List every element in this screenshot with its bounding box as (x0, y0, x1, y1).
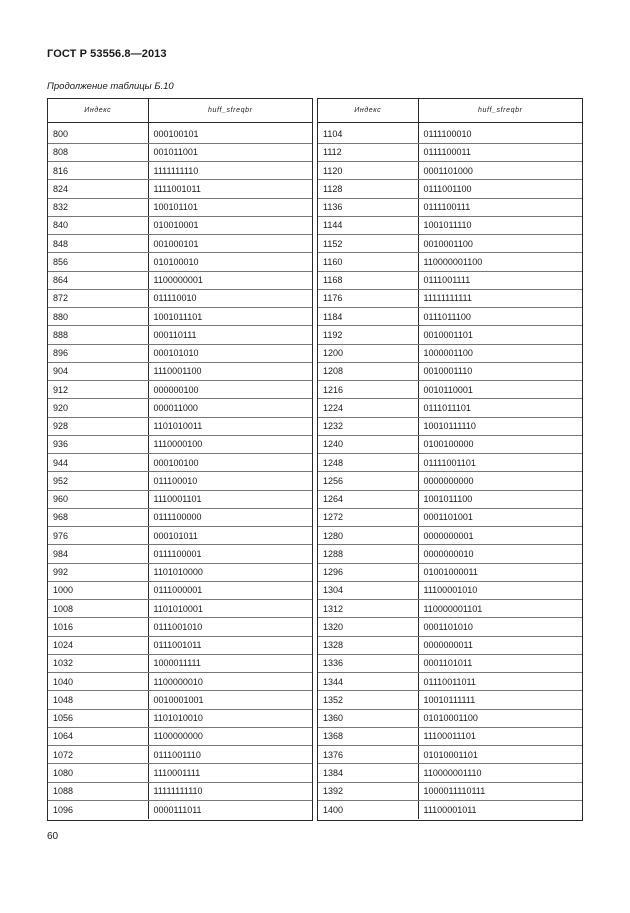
table-row (48, 271, 312, 289)
code-cell: 0111000001 (148, 581, 312, 599)
code-cell: 0111100111 (418, 198, 582, 216)
table-row (318, 545, 582, 563)
index-cell: 952 (48, 472, 148, 490)
code-cell: 110000001110 (418, 764, 582, 782)
code-cell: 001011001 (148, 143, 312, 161)
index-cell: 1080 (48, 764, 148, 782)
code-cell: 1101010011 (148, 417, 312, 435)
left-table-body (48, 125, 312, 819)
table-row (48, 508, 312, 526)
index-cell: 888 (48, 326, 148, 344)
document-header: ГОСТ Р 53556.8—2013 (47, 48, 167, 60)
header-code: huff_sfreqbr (148, 99, 312, 122)
code-cell: 11100001011 (423, 804, 477, 815)
table-row (48, 235, 312, 253)
index-cell: 944 (48, 454, 148, 472)
code-cell: 01010001100 (418, 709, 582, 727)
code-cell: 1000001100 (418, 344, 582, 362)
code-cell: 000100100 (148, 454, 312, 472)
index-cell: 1384 (318, 764, 418, 782)
code-cell: 110000001101 (418, 600, 582, 618)
right-table-body (318, 125, 582, 819)
index-cell: 1128 (318, 180, 418, 198)
code-cell: 10010111110 (418, 417, 582, 435)
index-cell: 1320 (318, 618, 418, 636)
index-cell: 1168 (318, 271, 418, 289)
code-cell: 1001011100 (418, 490, 582, 508)
index-cell: 1216 (318, 381, 418, 399)
index-cell: 1400 (318, 800, 418, 818)
table-row (48, 691, 312, 709)
code-cell: 1110001100 (148, 362, 312, 380)
table-row (318, 399, 582, 417)
code-cell: 01111001101 (418, 454, 582, 472)
table-row (318, 381, 582, 399)
table-right-column-block (317, 98, 583, 821)
index-cell: 1248 (318, 454, 418, 472)
table-row (318, 180, 582, 198)
code-cell: 0111001110 (148, 746, 312, 764)
index-cell: 976 (48, 527, 148, 545)
table-row (318, 198, 582, 216)
index-cell: 1336 (318, 654, 418, 672)
table-row (48, 381, 312, 399)
code-cell: 11111111111 (418, 289, 582, 307)
index-cell: 1256 (318, 472, 418, 490)
table-row (48, 454, 312, 472)
table-row (48, 289, 312, 307)
index-cell: 808 (48, 143, 148, 161)
table-row (318, 764, 582, 782)
table-row (48, 527, 312, 545)
index-cell: 1120 (318, 162, 418, 180)
table-row (318, 308, 582, 326)
code-cell: 0010001110 (418, 362, 582, 380)
table-row (48, 673, 312, 691)
table-row (318, 490, 582, 508)
header-index: Индекс (48, 99, 148, 122)
index-cell: 1016 (48, 618, 148, 636)
code-cell: 0010001001 (148, 691, 312, 709)
header-code: huff_sfreqbr (418, 99, 582, 122)
code-cell: 0000000000 (418, 472, 582, 490)
table-row (48, 216, 312, 234)
code-cell: 1001011101 (148, 308, 312, 326)
table-row (318, 709, 582, 727)
index-cell: 1224 (318, 399, 418, 417)
code-cell: 0111011100 (418, 308, 582, 326)
index-cell: 984 (48, 545, 148, 563)
table-row (48, 709, 312, 727)
index-cell: 1192 (318, 326, 418, 344)
code-cell: 0010001101 (418, 326, 582, 344)
table-row (48, 435, 312, 453)
table-row (48, 143, 312, 161)
index-cell: 824 (48, 180, 148, 198)
code-cell: 1001011110 (418, 216, 582, 234)
table-row (48, 326, 312, 344)
table-row (48, 746, 312, 764)
table-row (318, 125, 582, 143)
table-row (48, 472, 312, 490)
table-row (318, 162, 582, 180)
index-cell: 1312 (318, 600, 418, 618)
code-cell: 011100010 (148, 472, 312, 490)
code-cell: 1111111110 (148, 162, 312, 180)
table-row (318, 472, 582, 490)
code-cell: 010010001 (148, 216, 312, 234)
code-cell: 1000011111 (148, 654, 312, 672)
table-row (318, 673, 582, 691)
code-cell: 0111100001 (148, 545, 312, 563)
index-cell: 1000 (48, 581, 148, 599)
index-cell: 1024 (48, 636, 148, 654)
code-cell: 000101010 (148, 344, 312, 362)
index-cell: 816 (48, 162, 148, 180)
table-row (48, 581, 312, 599)
code-cell: 000100101 (148, 125, 312, 143)
code-cell: 1101010010 (148, 709, 312, 727)
table-row (318, 417, 582, 435)
index-cell: 904 (48, 362, 148, 380)
table-row (48, 344, 312, 362)
table-row (48, 618, 312, 636)
index-cell: 856 (48, 253, 148, 271)
table-row (318, 800, 582, 818)
code-table (47, 98, 583, 821)
index-cell: 840 (48, 216, 148, 234)
code-cell: 0001101000 (418, 162, 582, 180)
index-cell: 880 (48, 308, 148, 326)
table-row (318, 618, 582, 636)
index-cell: 1040 (48, 673, 148, 691)
index-cell: 1008 (48, 600, 148, 618)
code-cell: 1101010001 (148, 600, 312, 618)
code-cell: 000011000 (148, 399, 312, 417)
code-cell: 0111100011 (418, 143, 582, 161)
code-cell: 010100010 (148, 253, 312, 271)
table-row (318, 454, 582, 472)
index-cell: 936 (48, 435, 148, 453)
index-cell: 1096 (48, 800, 148, 818)
code-cell: 01110011011 (418, 673, 582, 691)
index-cell: 1272 (318, 508, 418, 526)
code-cell: 11100011101 (418, 727, 582, 745)
code-cell: 0000111011 (153, 804, 202, 815)
table-row (48, 490, 312, 508)
table-row (318, 691, 582, 709)
code-cell: 0100100000 (418, 435, 582, 453)
table-row (318, 435, 582, 453)
table-row (318, 746, 582, 764)
table-row (48, 362, 312, 380)
table-row (318, 216, 582, 234)
index-cell: 1368 (318, 727, 418, 745)
table-row (318, 326, 582, 344)
code-cell: 0001101001 (418, 508, 582, 526)
table-row (48, 417, 312, 435)
table-row (318, 727, 582, 745)
table-row (318, 271, 582, 289)
index-cell: 992 (48, 563, 148, 581)
code-cell: 0111100000 (148, 508, 312, 526)
index-cell: 832 (48, 198, 148, 216)
code-cell: 0000000011 (418, 636, 582, 654)
table-row (48, 180, 312, 198)
table-row (48, 162, 312, 180)
index-cell: 1280 (318, 527, 418, 545)
code-cell: 0000000010 (418, 545, 582, 563)
table-row (318, 344, 582, 362)
index-cell: 1104 (318, 125, 418, 143)
index-cell: 800 (48, 125, 148, 143)
code-cell: 1111001011 (148, 180, 312, 198)
table-row (318, 527, 582, 545)
index-cell: 1144 (318, 216, 418, 234)
code-cell: 1110000100 (148, 435, 312, 453)
table-row (48, 727, 312, 745)
table-row (48, 636, 312, 654)
code-cell: 100101101 (148, 198, 312, 216)
table-caption: Продолжение таблицы Б.10 (47, 81, 174, 92)
code-cell: 011110010 (148, 289, 312, 307)
code-cell: 000000100 (148, 381, 312, 399)
index-cell: 912 (48, 381, 148, 399)
code-cell: 1110001111 (148, 764, 312, 782)
table-row (48, 600, 312, 618)
table-row (48, 198, 312, 216)
index-cell: 1232 (318, 417, 418, 435)
code-cell: 10010111111 (418, 691, 582, 709)
table-row (318, 362, 582, 380)
table-row (318, 235, 582, 253)
table-row (48, 253, 312, 271)
code-cell: 0111011101 (418, 399, 582, 417)
code-cell: 0111100010 (418, 125, 582, 143)
code-cell: 0111001010 (148, 618, 312, 636)
code-cell: 0010001100 (418, 235, 582, 253)
index-cell: 1376 (318, 746, 418, 764)
page-number: 60 (47, 831, 59, 842)
code-cell: 0111001100 (418, 180, 582, 198)
code-cell: 11111111110 (148, 782, 312, 800)
index-cell: 1288 (318, 545, 418, 563)
index-cell: 1352 (318, 691, 418, 709)
table-row (318, 563, 582, 581)
index-cell: 1048 (48, 691, 148, 709)
table-row (318, 636, 582, 654)
index-cell: 928 (48, 417, 148, 435)
table-row (318, 253, 582, 271)
table-row (318, 289, 582, 307)
code-cell: 0001101010 (418, 618, 582, 636)
table-row (48, 654, 312, 672)
index-cell: 872 (48, 289, 148, 307)
table-left-column-block (47, 98, 313, 821)
table-row (48, 308, 312, 326)
code-cell: 1000011110111 (418, 782, 582, 800)
index-cell: 1152 (318, 235, 418, 253)
table-row (48, 545, 312, 563)
code-cell: 0111001111 (418, 271, 582, 289)
index-cell: 1240 (318, 435, 418, 453)
code-cell: 001000101 (148, 235, 312, 253)
code-cell: 000110111 (148, 326, 312, 344)
index-cell: 1160 (318, 253, 418, 271)
table-row (48, 782, 312, 800)
code-cell: 000101011 (148, 527, 312, 545)
index-cell: 896 (48, 344, 148, 362)
index-cell: 968 (48, 508, 148, 526)
index-cell: 960 (48, 490, 148, 508)
code-cell: 1100000010 (148, 673, 312, 691)
index-cell: 848 (48, 235, 148, 253)
index-cell: 1200 (318, 344, 418, 362)
index-cell: 1296 (318, 563, 418, 581)
index-cell: 1112 (318, 143, 418, 161)
table-row (48, 563, 312, 581)
code-cell: 0000000001 (418, 527, 582, 545)
table-row (318, 782, 582, 800)
index-cell: 864 (48, 271, 148, 289)
index-cell: 1328 (318, 636, 418, 654)
index-cell: 1088 (48, 782, 148, 800)
index-cell: 1056 (48, 709, 148, 727)
code-cell: 0010110001 (418, 381, 582, 399)
index-cell: 1208 (318, 362, 418, 380)
code-cell: 1100000000 (148, 727, 312, 745)
index-cell: 1264 (318, 490, 418, 508)
table-row (318, 600, 582, 618)
index-cell: 1064 (48, 727, 148, 745)
table-row (318, 508, 582, 526)
index-cell: 1344 (318, 673, 418, 691)
header-index: Индекс (318, 99, 418, 122)
index-cell: 920 (48, 399, 148, 417)
code-cell: 0001101011 (418, 654, 582, 672)
table-row (48, 764, 312, 782)
code-cell: 01010001101 (418, 746, 582, 764)
code-cell: 01001000011 (418, 563, 582, 581)
code-cell: 1101010000 (148, 563, 312, 581)
table-row (48, 399, 312, 417)
code-cell: 1110001101 (148, 490, 312, 508)
index-cell: 1360 (318, 709, 418, 727)
code-cell: 110000001100 (418, 253, 582, 271)
code-cell: 0111001011 (148, 636, 312, 654)
code-cell: 11100001010 (418, 581, 582, 599)
table-row (48, 800, 312, 818)
index-cell: 1392 (318, 782, 418, 800)
index-cell: 1032 (48, 654, 148, 672)
index-cell: 1136 (318, 198, 418, 216)
table-row (318, 143, 582, 161)
table-row (318, 581, 582, 599)
index-cell: 1072 (48, 746, 148, 764)
index-cell: 1304 (318, 581, 418, 599)
table-row (48, 125, 312, 143)
index-cell: 1176 (318, 289, 418, 307)
table-row (318, 654, 582, 672)
index-cell: 1184 (318, 308, 418, 326)
code-cell: 1100000001 (148, 271, 312, 289)
